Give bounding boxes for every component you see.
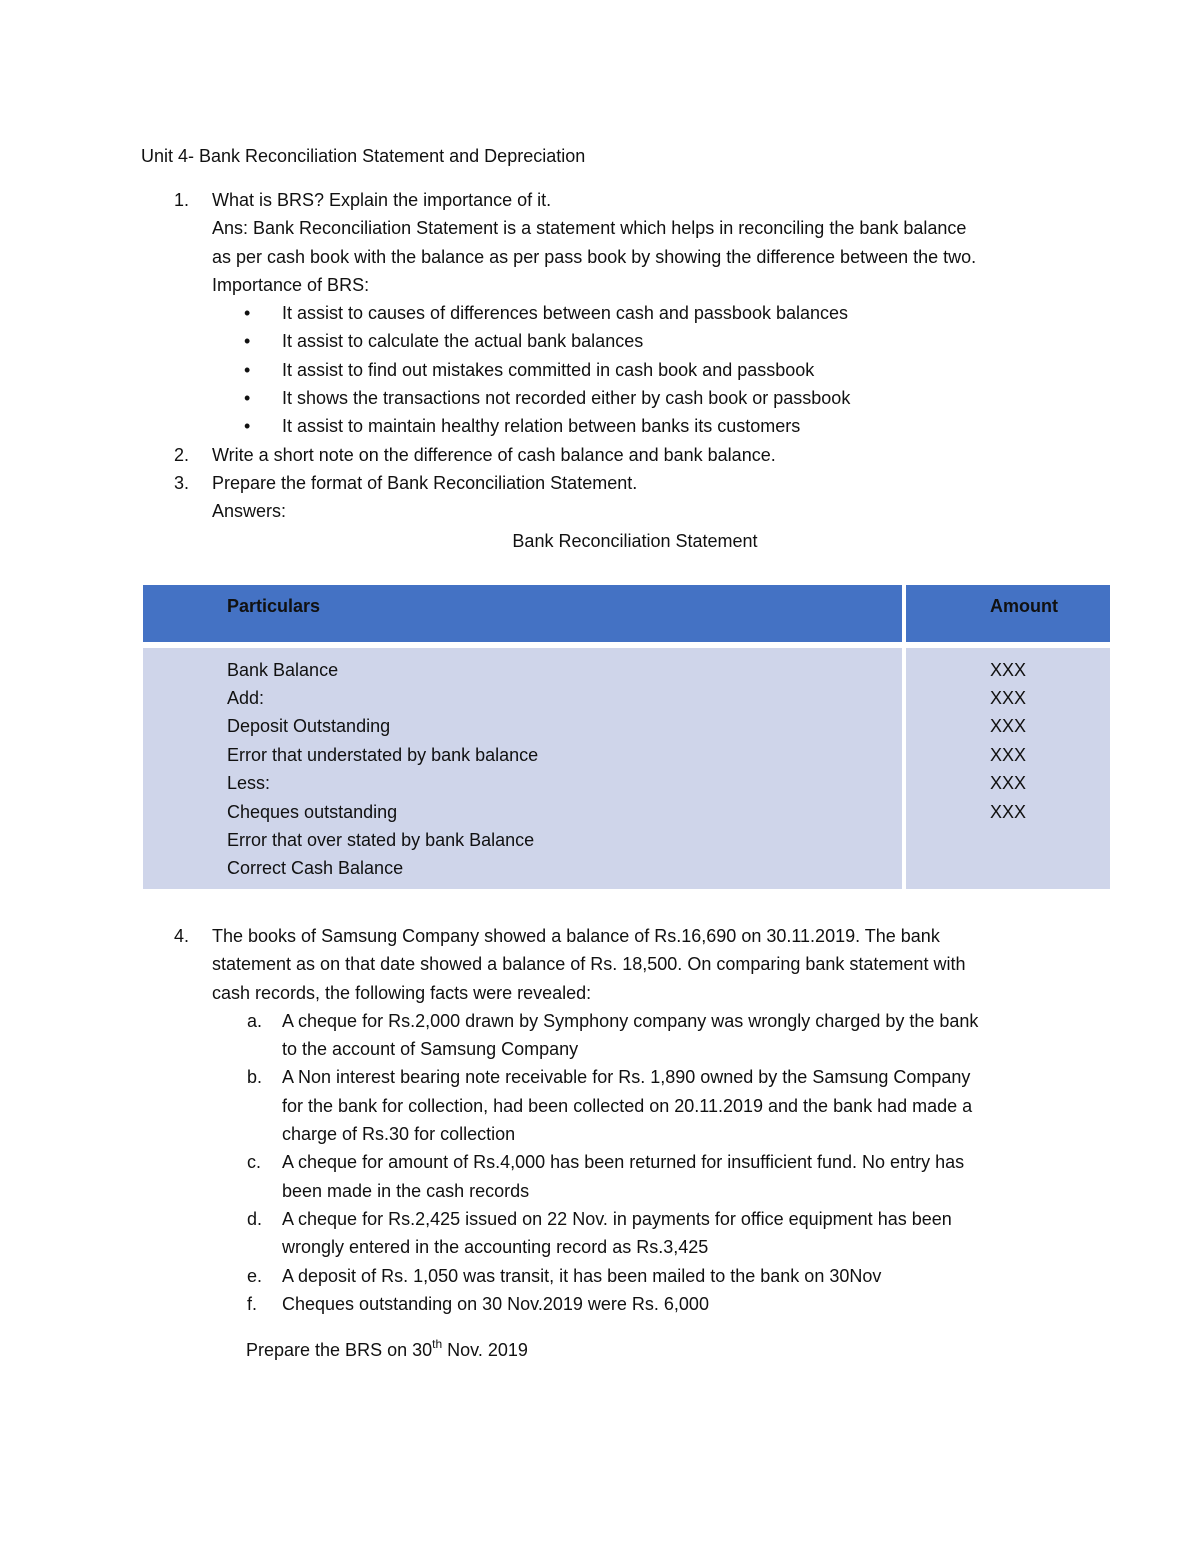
bullet-item (141, 356, 1101, 384)
bullet-icon: • (244, 388, 251, 409)
table-particular: Bank Balance (227, 660, 339, 680)
item-text: A deposit of Rs. 1,050 was transit, it has been mailed to the bank on 30Nov (282, 1265, 882, 1286)
question-text: statement as on that date showed a balance of Rs. 18,500. On comparing bank statement with (212, 954, 966, 975)
final-instruction-suffix: Nov. 2019 (442, 1340, 528, 1360)
item-text: A cheque for Rs.2,000 drawn by Symphony company was wrongly charged by the bank (282, 1010, 979, 1031)
question-text: The books of Samsung Company showed a balance of Rs.16,690 on 30.11.2019. The bank (212, 926, 940, 946)
question-4-line (141, 979, 1101, 1007)
item-text: Cheques outstanding on 30 Nov.2019 were Rs. 6,000 (282, 1293, 709, 1314)
bullet-item (141, 384, 1101, 412)
item-text: to the account of Samsung Company (282, 1039, 579, 1060)
document-title: Unit 4- Bank Reconciliation Statement and Depreciation (141, 146, 586, 166)
bullet-text: It assist to find out mistakes committed in cash book and passbook (282, 359, 815, 380)
table-amount: XXX (990, 716, 1027, 736)
list-item-continued (141, 1035, 1101, 1063)
table-particular: Less: (227, 773, 271, 793)
answer-line (141, 243, 1101, 271)
question-text: What is BRS? Explain the importance of it. (212, 190, 552, 210)
question-text: Write a short note on the difference of cash balance and bank balance. (212, 444, 776, 465)
question-number: 1. (174, 190, 190, 210)
table-particular: Add: (227, 688, 265, 708)
bullet-text: It assist to maintain healthy relation between banks its customers (282, 416, 801, 437)
table-amount: XXX (990, 745, 1027, 765)
item-label: a. (247, 1010, 263, 1031)
list-item-continued (141, 1120, 1101, 1148)
bullet-text: It shows the transactions not recorded either by cash book or passbook (282, 388, 851, 409)
table-particular: Error that over stated by bank Balance (227, 830, 535, 850)
answers-label: Answers: (212, 501, 287, 522)
bullet-item (141, 412, 1101, 440)
importance-heading: Importance of BRS: (212, 274, 370, 295)
final-instruction (246, 1336, 528, 1364)
bullet-icon: • (244, 303, 251, 324)
list-item (141, 1262, 1101, 1290)
list-item (141, 1205, 1101, 1233)
list-item (141, 1063, 1101, 1091)
question-text: Prepare the format of Bank Reconciliation Statement. (212, 472, 638, 493)
table-header-particulars: Particulars (227, 596, 321, 616)
table-amount: XXX (990, 773, 1027, 793)
bullet-item (141, 299, 1101, 327)
question-3 (141, 469, 1101, 497)
list-item (141, 1148, 1101, 1176)
question-2 (141, 441, 1101, 469)
table-particular: Cheques outstanding (227, 802, 398, 822)
final-instruction-superscript: th (432, 1337, 443, 1351)
bullet-icon: • (244, 359, 251, 380)
list-item-continued (141, 1092, 1101, 1120)
list-item-continued (141, 1177, 1101, 1205)
statement-title: Bank Reconciliation Statement (512, 531, 758, 551)
final-instruction-prefix: Prepare the BRS on 30 (246, 1340, 433, 1360)
item-text: A Non interest bearing note receivable for Rs. 1,890 owned by the Samsung Company (282, 1067, 971, 1088)
list-item (141, 1007, 1101, 1035)
question-number: 2. (174, 444, 190, 465)
table-amount: XXX (990, 688, 1027, 708)
item-label: f. (247, 1293, 258, 1314)
list-item (141, 1290, 1101, 1318)
item-label: e. (247, 1265, 263, 1286)
answer-line (141, 214, 1101, 242)
question-number: 4. (174, 926, 190, 946)
item-text: charge of Rs.30 for collection (282, 1124, 516, 1145)
table-particular: Error that understated by bank balance (227, 745, 539, 765)
item-label: c. (247, 1152, 262, 1173)
item-text: wrongly entered in the accounting record as Rs.3,425 (282, 1237, 709, 1258)
table-amount: XXX (990, 660, 1027, 680)
question-1-line (141, 186, 1101, 214)
bullet-text: It assist to calculate the actual bank balances (282, 331, 644, 352)
bullet-icon: • (244, 416, 251, 437)
table-header-amount: Amount (990, 596, 1058, 616)
list-item-continued (141, 1233, 1101, 1261)
question-4 (141, 922, 1101, 1318)
importance-heading-line (141, 271, 1101, 299)
item-label: d. (247, 1208, 263, 1229)
item-text: been made in the cash records (282, 1180, 530, 1201)
table-particular: Deposit Outstanding (227, 716, 391, 736)
question-4-line (141, 922, 1101, 950)
question-number: 3. (174, 472, 190, 493)
question-4-line (141, 950, 1101, 978)
item-text: A cheque for amount of Rs.4,000 has been returned for insufficient fund. No entry has (282, 1152, 965, 1173)
answers-label-line (141, 497, 1101, 525)
bullet-icon: • (244, 331, 251, 352)
item-text: for the bank for collection, had been collected on 20.11.2019 and the bank had made a (282, 1095, 973, 1116)
bullet-item (141, 327, 1101, 355)
question-1 (141, 186, 1101, 526)
item-label: b. (247, 1067, 263, 1088)
item-text: A cheque for Rs.2,425 issued on 22 Nov. in payments for office equipment has been (282, 1208, 952, 1229)
bullet-text: It assist to causes of differences between cash and passbook balances (282, 303, 849, 324)
answer-text: as per cash book with the balance as per pass book by showing the difference between the two. (212, 246, 977, 267)
table-particular: Correct Cash Balance (227, 858, 404, 878)
table-amount: XXX (990, 802, 1027, 822)
answer-text: Ans: Bank Reconciliation Statement is a statement which helps in reconciling the bank balance (212, 218, 967, 239)
question-text: cash records, the following facts were revealed: (212, 982, 592, 1003)
